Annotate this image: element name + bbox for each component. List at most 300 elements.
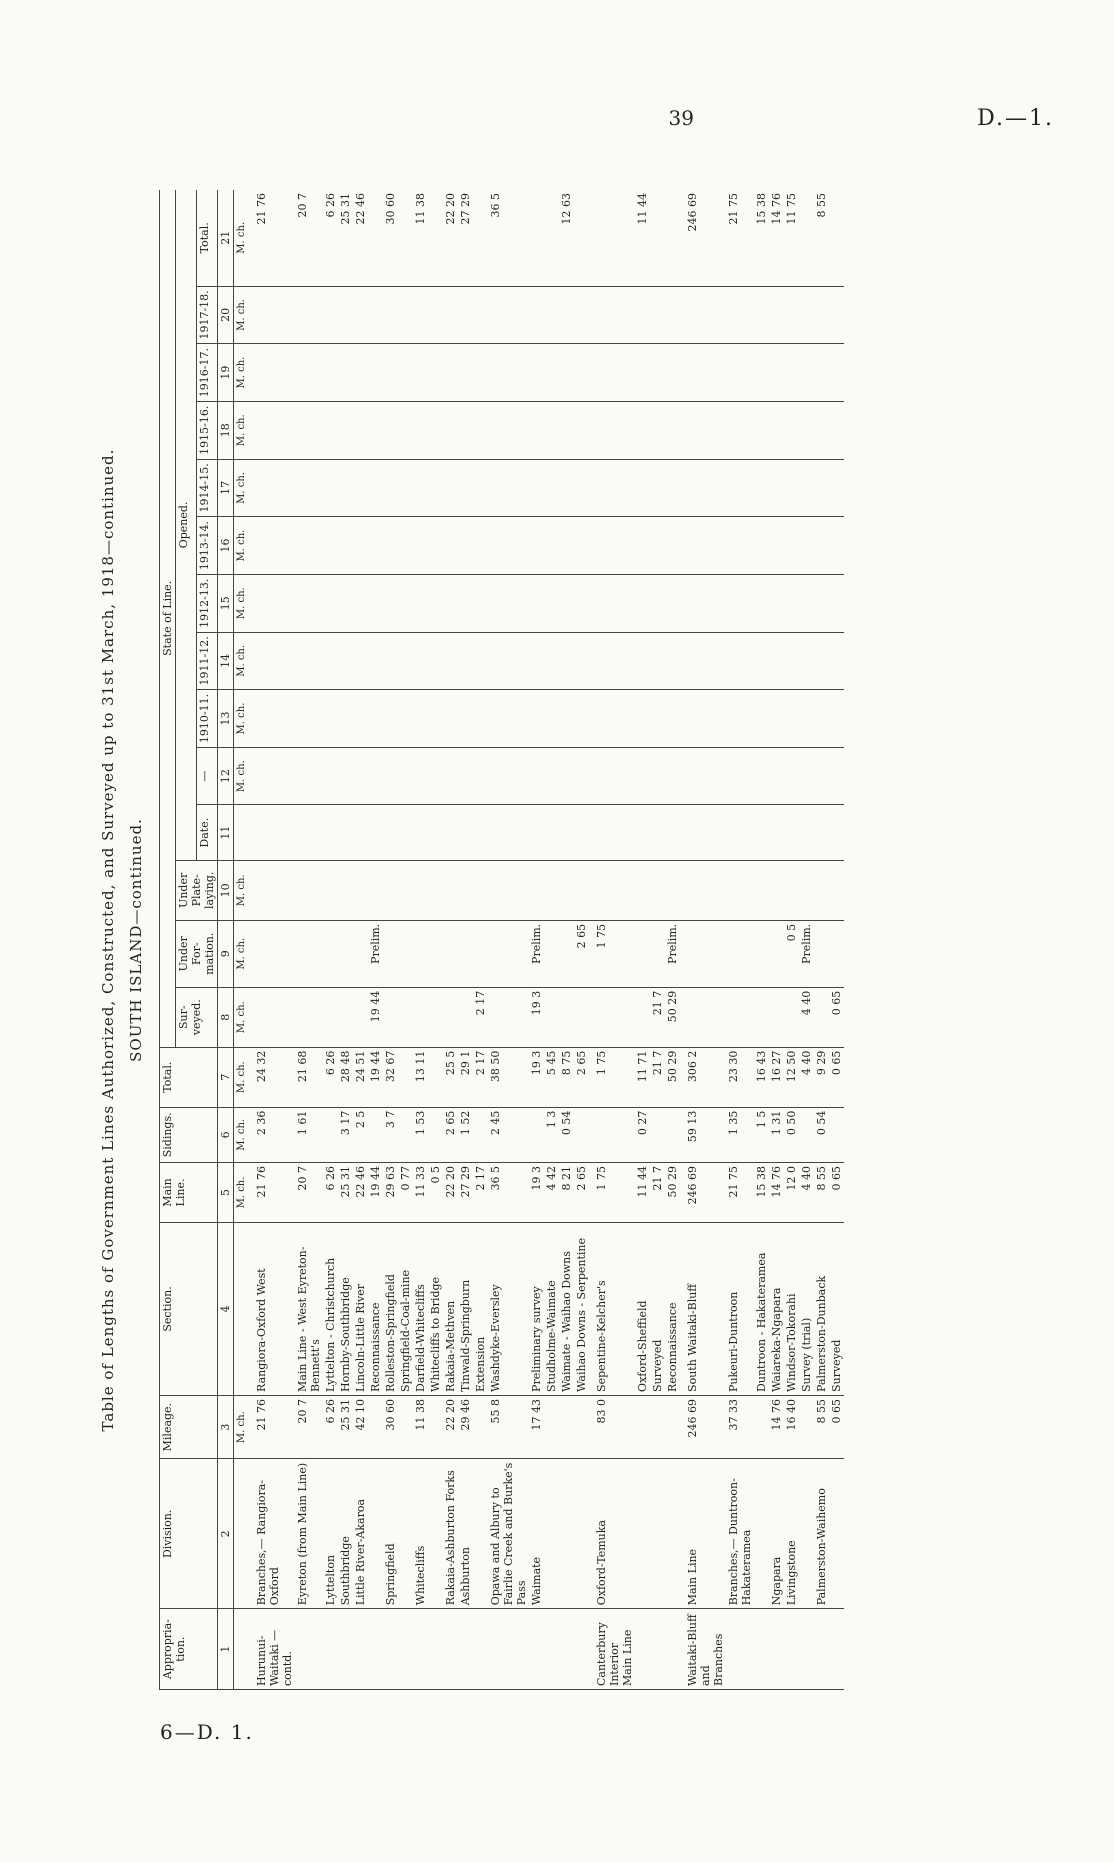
cell-empty: [574, 805, 589, 860]
cell-empty: [769, 517, 784, 575]
cell-empty: [665, 747, 680, 805]
cell-empty: [650, 517, 665, 575]
cell-opened-total: [473, 190, 488, 286]
header-dash: —: [197, 747, 218, 805]
cell-empty: [428, 690, 443, 748]
cell-main: 12 0: [784, 1162, 799, 1222]
cell-total: 16 27: [769, 1047, 784, 1107]
cell-formation: [353, 920, 368, 987]
cell-main: 21 76: [249, 1162, 295, 1222]
cell-empty: [323, 401, 338, 459]
cell-empty: [383, 574, 398, 632]
cell-empty: [574, 574, 589, 632]
cell-empty: [769, 459, 784, 517]
cell-sidings: [589, 1107, 635, 1162]
cell-surveyed: 21 7: [650, 987, 665, 1047]
cell-surveyed: [726, 987, 754, 1047]
cell-empty: [529, 286, 544, 344]
cell-empty: [799, 805, 814, 860]
cell-platelaying: [544, 860, 559, 920]
cell-surveyed: [338, 987, 353, 1047]
cell-empty: [413, 286, 428, 344]
cell-empty: [383, 344, 398, 402]
cell-empty: [398, 690, 413, 748]
cell-empty: [338, 632, 353, 690]
cell-empty: [323, 286, 338, 344]
cell-empty: [559, 574, 574, 632]
cell-total: 13 11: [413, 1047, 428, 1107]
unit-cell: M. ch.: [234, 517, 250, 575]
cell-empty: [295, 574, 323, 632]
cell-empty: [458, 574, 473, 632]
unit-cell: [234, 1222, 250, 1395]
header-1910: 1910-11.: [197, 690, 218, 748]
cell-opened-total: [544, 190, 559, 286]
header-1915: 1915-16.: [197, 401, 218, 459]
cell-empty: [544, 344, 559, 402]
cell-empty: [814, 401, 829, 459]
cell-empty: [650, 286, 665, 344]
cell-empty: [814, 574, 829, 632]
cell-empty: [473, 286, 488, 344]
cell-total: 28 48: [338, 1047, 353, 1107]
cell-empty: [383, 690, 398, 748]
unit-cell: M. ch.: [234, 401, 250, 459]
table-row: [443, 190, 458, 1690]
cell-opened-total: [574, 190, 589, 286]
cell-empty: [353, 632, 368, 690]
cell-main: 25 31: [338, 1162, 353, 1222]
cell-empty: [338, 805, 353, 860]
lines-table: [159, 190, 844, 1690]
cell-empty: [443, 747, 458, 805]
column-index: 12: [218, 747, 234, 805]
cell-mileage: 83 0: [589, 1395, 635, 1458]
cell-opened-total: 11 38: [413, 190, 428, 286]
cell-surveyed: [383, 987, 398, 1047]
cell-empty: [635, 401, 650, 459]
cell-empty: [650, 805, 665, 860]
cell-empty: [784, 747, 799, 805]
cell-empty: [814, 632, 829, 690]
cell-empty: [488, 344, 529, 402]
cell-platelaying: [473, 860, 488, 920]
cell-empty: [323, 344, 338, 402]
cell-total: 1 75: [589, 1047, 635, 1107]
cell-empty: [383, 517, 398, 575]
unit-cell: [234, 1609, 250, 1690]
cell-approp: [635, 1609, 650, 1690]
cell-empty: [398, 459, 413, 517]
cell-opened-total: [589, 190, 635, 286]
cell-surveyed: [323, 987, 338, 1047]
cell-empty: [559, 459, 574, 517]
cell-empty: [814, 747, 829, 805]
cell-main: 19 3: [529, 1162, 544, 1222]
cell-empty: [635, 805, 650, 860]
cell-empty: [398, 517, 413, 575]
table-row: [473, 190, 488, 1690]
cell-empty: [458, 690, 473, 748]
cell-empty: [249, 690, 295, 748]
cell-empty: [529, 401, 544, 459]
cell-main: 20 7: [295, 1162, 323, 1222]
cell-empty: [680, 401, 726, 459]
cell-empty: [529, 690, 544, 748]
cell-empty: [574, 286, 589, 344]
cell-empty: [769, 632, 784, 690]
header-1912: 1912-13.: [197, 574, 218, 632]
cell-section: Survey (trial): [799, 1222, 814, 1395]
column-index: 16: [218, 517, 234, 575]
cell-opened-total: 22 20: [443, 190, 458, 286]
cell-surveyed: [295, 987, 323, 1047]
cell-main: 0 5: [428, 1162, 443, 1222]
page-number: 39: [668, 106, 694, 130]
cell-platelaying: [458, 860, 473, 920]
cell-main: 0 65: [829, 1162, 844, 1222]
column-index: 8: [218, 987, 234, 1047]
cell-empty: [249, 805, 295, 860]
cell-empty: [383, 805, 398, 860]
cell-mileage: 55 8: [488, 1395, 529, 1458]
cell-formation: [650, 920, 665, 987]
cell-empty: [458, 459, 473, 517]
cell-formation: [323, 920, 338, 987]
cell-empty: [473, 747, 488, 805]
cell-formation: Prelim.: [529, 920, 544, 987]
cell-sidings: 59 13: [680, 1107, 726, 1162]
cell-section: Windsor-Tokorahi: [784, 1222, 799, 1395]
cell-division: Ngapara: [769, 1459, 784, 1609]
cell-empty: [338, 401, 353, 459]
cell-empty: [295, 459, 323, 517]
cell-empty: [488, 747, 529, 805]
cell-section: Rakaia-Methven: [443, 1222, 458, 1395]
cell-sidings: 0 54: [559, 1107, 574, 1162]
column-index-row: [218, 190, 234, 1690]
cell-empty: [398, 401, 413, 459]
header-sidings: Sidings.: [160, 1107, 218, 1162]
cell-platelaying: [398, 860, 413, 920]
cell-surveyed: 0 65: [829, 987, 844, 1047]
cell-empty: [249, 286, 295, 344]
cell-empty: [589, 574, 635, 632]
cell-total: 50 29: [665, 1047, 680, 1107]
cell-empty: [680, 805, 726, 860]
table-row: [784, 190, 799, 1690]
cell-division: Springfield: [383, 1459, 398, 1609]
cell-platelaying: [428, 860, 443, 920]
cell-empty: [529, 805, 544, 860]
cell-total: 19 44: [368, 1047, 383, 1107]
cell-approp: [529, 1609, 544, 1690]
cell-empty: [413, 344, 428, 402]
cell-empty: [680, 459, 726, 517]
cell-approp: [769, 1609, 784, 1690]
cell-empty: [665, 286, 680, 344]
cell-sidings: [529, 1107, 544, 1162]
cell-formation: [726, 920, 754, 987]
cell-empty: [680, 747, 726, 805]
cell-division: Southbridge: [338, 1459, 353, 1609]
cell-formation: [635, 920, 650, 987]
cell-empty: [544, 632, 559, 690]
cell-platelaying: [559, 860, 574, 920]
unit-cell: M. ch.: [234, 1107, 250, 1162]
cell-empty: [488, 286, 529, 344]
cell-formation: [544, 920, 559, 987]
cell-surveyed: 2 17: [473, 987, 488, 1047]
cell-empty: [589, 747, 635, 805]
cell-empty: [443, 344, 458, 402]
cell-empty: [754, 344, 769, 402]
rotated-table-block: [95, 190, 965, 1690]
cell-platelaying: [769, 860, 784, 920]
cell-mileage: 8 55: [814, 1395, 829, 1458]
cell-section: Extension: [473, 1222, 488, 1395]
cell-empty: [784, 632, 799, 690]
cell-empty: [799, 690, 814, 748]
cell-empty: [428, 574, 443, 632]
cell-mileage: 29 46: [458, 1395, 473, 1458]
column-index: 11: [218, 805, 234, 860]
cell-empty: [784, 574, 799, 632]
cell-empty: [635, 517, 650, 575]
cell-platelaying: [368, 860, 383, 920]
cell-total: 6 26: [323, 1047, 338, 1107]
cell-empty: [428, 747, 443, 805]
cell-approp: [559, 1609, 574, 1690]
cell-division: [574, 1459, 589, 1609]
cell-approp: [338, 1609, 353, 1690]
cell-empty: [249, 632, 295, 690]
cell-section: Pukeuri-Duntroon: [726, 1222, 754, 1395]
cell-empty: [680, 286, 726, 344]
cell-opened-total: 6 26: [323, 190, 338, 286]
cell-empty: [665, 517, 680, 575]
cell-total: 9 29: [814, 1047, 829, 1107]
cell-division: Whitecliffs: [413, 1459, 428, 1609]
cell-section: Waiareka-Ngapara: [769, 1222, 784, 1395]
cell-empty: [353, 574, 368, 632]
unit-cell: M. ch.: [234, 920, 250, 987]
cell-empty: [368, 459, 383, 517]
cell-sidings: [829, 1107, 844, 1162]
table-row: [353, 190, 368, 1690]
cell-division: Branches,— Rangiora-Oxford: [249, 1459, 295, 1609]
cell-sidings: 1 52: [458, 1107, 473, 1162]
cell-empty: [413, 632, 428, 690]
cell-sidings: 0 27: [635, 1107, 650, 1162]
cell-empty: [398, 805, 413, 860]
cell-surveyed: [589, 987, 635, 1047]
cell-empty: [814, 805, 829, 860]
cell-empty: [353, 286, 368, 344]
cell-empty: [473, 574, 488, 632]
cell-main: 22 46: [353, 1162, 368, 1222]
cell-sidings: [574, 1107, 589, 1162]
cell-approp: [814, 1609, 829, 1690]
cell-platelaying: [650, 860, 665, 920]
cell-empty: [726, 344, 754, 402]
cell-surveyed: 19 3: [529, 987, 544, 1047]
header-approp: Appropria-tion.: [160, 1609, 218, 1690]
cell-sidings: 1 5: [754, 1107, 769, 1162]
cell-surveyed: [249, 987, 295, 1047]
cell-empty: [295, 805, 323, 860]
cell-empty: [726, 401, 754, 459]
cell-opened-total: [428, 190, 443, 286]
cell-section: Oxford-Sheffield: [635, 1222, 650, 1395]
cell-empty: [589, 459, 635, 517]
cell-empty: [338, 286, 353, 344]
cell-sidings: [368, 1107, 383, 1162]
cell-mileage: 22 20: [443, 1395, 458, 1458]
header-1917: 1917-18.: [197, 286, 218, 344]
cell-opened-total: 14 76: [769, 190, 784, 286]
cell-mileage: [428, 1395, 443, 1458]
cell-empty: [635, 286, 650, 344]
cell-opened-total: [829, 190, 844, 286]
cell-main: 4 42: [544, 1162, 559, 1222]
cell-division: [754, 1459, 769, 1609]
cell-empty: [635, 459, 650, 517]
cell-formation: [383, 920, 398, 987]
cell-surveyed: [488, 987, 529, 1047]
cell-empty: [428, 401, 443, 459]
cell-empty: [574, 459, 589, 517]
cell-empty: [249, 747, 295, 805]
cell-empty: [413, 401, 428, 459]
cell-empty: [726, 747, 754, 805]
cell-opened-total: 11 44: [635, 190, 650, 286]
cell-platelaying: [799, 860, 814, 920]
cell-formation: [443, 920, 458, 987]
cell-empty: [754, 805, 769, 860]
cell-empty: [428, 632, 443, 690]
header-under-formation: Under For-mation.: [176, 920, 218, 987]
cell-formation: [829, 920, 844, 987]
cell-empty: [650, 632, 665, 690]
cell-section: Preliminary survey: [529, 1222, 544, 1395]
cell-empty: [295, 401, 323, 459]
cell-formation: [680, 920, 726, 987]
cell-surveyed: [574, 987, 589, 1047]
cell-formation: [249, 920, 295, 987]
cell-section: Reconnaissance: [368, 1222, 383, 1395]
cell-empty: [544, 574, 559, 632]
cell-empty: [488, 632, 529, 690]
cell-total: 2 65: [574, 1047, 589, 1107]
cell-mileage: 0 65: [829, 1395, 844, 1458]
cell-division: Little River-Akaroa: [353, 1459, 368, 1609]
cell-empty: [754, 632, 769, 690]
cell-sidings: [650, 1107, 665, 1162]
cell-total: 4 40: [799, 1047, 814, 1107]
cell-mileage: [754, 1395, 769, 1458]
cell-empty: [383, 401, 398, 459]
cell-empty: [413, 517, 428, 575]
cell-division: Eyreton (from Main Line): [295, 1459, 323, 1609]
unit-cell: M. ch.: [234, 1395, 250, 1458]
cell-platelaying: [295, 860, 323, 920]
cell-formation: [338, 920, 353, 987]
cell-empty: [338, 517, 353, 575]
cell-empty: [574, 632, 589, 690]
cell-empty: [589, 805, 635, 860]
cell-approp: [323, 1609, 338, 1690]
cell-surveyed: [769, 987, 784, 1047]
cell-mileage: [368, 1395, 383, 1458]
cell-empty: [353, 344, 368, 402]
cell-empty: [338, 344, 353, 402]
cell-empty: [249, 517, 295, 575]
table-row: [413, 190, 428, 1690]
cell-surveyed: [413, 987, 428, 1047]
cell-platelaying: [574, 860, 589, 920]
cell-opened-total: [398, 190, 413, 286]
cell-empty: [249, 401, 295, 459]
cell-empty: [443, 574, 458, 632]
cell-platelaying: [665, 860, 680, 920]
cell-mileage: 14 76: [769, 1395, 784, 1458]
cell-total: 32 67: [383, 1047, 398, 1107]
cell-empty: [799, 344, 814, 402]
cell-sidings: 2 36: [249, 1107, 295, 1162]
cell-empty: [829, 805, 844, 860]
cell-empty: [814, 690, 829, 748]
cell-formation: Prelim.: [665, 920, 680, 987]
cell-empty: [635, 344, 650, 402]
unit-cell: M. ch.: [234, 690, 250, 748]
cell-division: [473, 1459, 488, 1609]
table-row: [635, 190, 650, 1690]
cell-approp: [784, 1609, 799, 1690]
cell-opened-total: 27 29: [458, 190, 473, 286]
header-main-line: Main Line.: [160, 1162, 218, 1222]
table-row: [368, 190, 383, 1690]
cell-division: [829, 1459, 844, 1609]
cell-empty: [413, 459, 428, 517]
cell-empty: [529, 747, 544, 805]
footer-reference: 6—D. 1.: [160, 1720, 254, 1744]
cell-main: 6 26: [323, 1162, 338, 1222]
table-row: [559, 190, 574, 1690]
cell-surveyed: [680, 987, 726, 1047]
cell-empty: [829, 574, 844, 632]
cell-empty: [413, 805, 428, 860]
cell-approp: Canterbury Interior Main Line: [589, 1609, 635, 1690]
cell-opened-total: [650, 190, 665, 286]
cell-empty: [295, 747, 323, 805]
cell-surveyed: 4 40: [799, 987, 814, 1047]
cell-empty: [635, 574, 650, 632]
column-index: 18: [218, 401, 234, 459]
cell-platelaying: [726, 860, 754, 920]
cell-empty: [488, 805, 529, 860]
cell-platelaying: [814, 860, 829, 920]
cell-empty: [650, 690, 665, 748]
column-index: 20: [218, 286, 234, 344]
cell-platelaying: [589, 860, 635, 920]
cell-opened-total: 12 63: [559, 190, 574, 286]
cell-empty: [368, 286, 383, 344]
cell-empty: [589, 517, 635, 575]
table-row: [829, 190, 844, 1690]
cell-formation: [398, 920, 413, 987]
cell-sidings: 0 54: [814, 1107, 829, 1162]
